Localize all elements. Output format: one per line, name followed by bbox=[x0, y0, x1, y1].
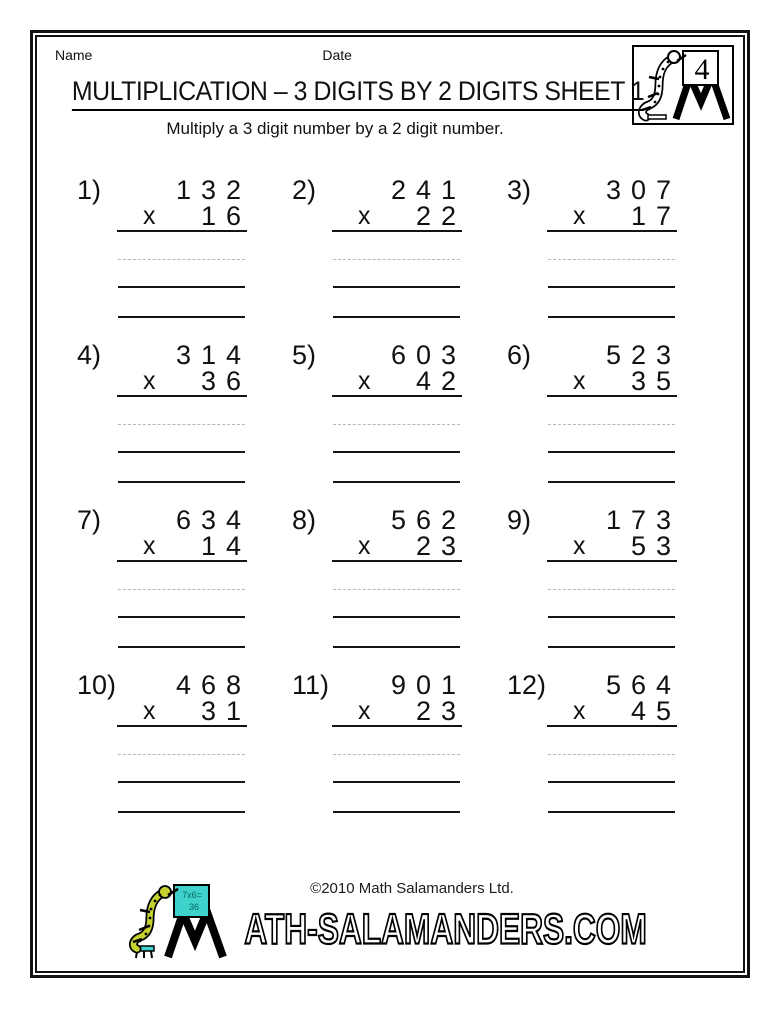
multiplicand: 132 bbox=[175, 175, 251, 205]
problem-work-area bbox=[117, 340, 251, 483]
brand-wordmark: ATH-SALAMANDERS.COM bbox=[244, 905, 648, 953]
problem-number: 10) bbox=[77, 670, 117, 700]
problem-work-area bbox=[332, 340, 466, 483]
carry-guide-line bbox=[118, 259, 245, 260]
carry-guide-line bbox=[548, 259, 675, 260]
problem-cell bbox=[507, 670, 681, 817]
carry-guide-line bbox=[118, 424, 245, 425]
problem-work-area bbox=[332, 505, 466, 648]
multiplicand-row bbox=[117, 670, 251, 700]
multiplier-row bbox=[547, 696, 681, 727]
multiplier-row bbox=[332, 531, 466, 562]
multiply-sign: x bbox=[143, 697, 156, 725]
multiplier: 35 bbox=[630, 366, 681, 396]
multiplier-row bbox=[332, 366, 466, 397]
problem-work-area bbox=[332, 670, 466, 813]
multiplicand-row bbox=[547, 670, 681, 700]
carry-guide-line bbox=[118, 754, 245, 755]
multiplier: 23 bbox=[415, 531, 466, 561]
worksheet-page bbox=[30, 30, 750, 978]
problem-cell bbox=[77, 670, 251, 817]
answer-line-1 bbox=[333, 286, 460, 288]
problems-grid bbox=[77, 176, 743, 817]
multiplicand-row bbox=[332, 505, 466, 535]
multiplicand: 634 bbox=[175, 505, 251, 535]
footer-m-icon bbox=[168, 912, 223, 957]
problem-cell bbox=[507, 505, 681, 652]
carry-guide-line bbox=[548, 424, 675, 425]
answer-line-2 bbox=[333, 811, 460, 813]
multiply-sign: x bbox=[573, 367, 586, 395]
copyright-text: ©2010 Math Salamanders Ltd. bbox=[310, 880, 514, 897]
answer-line-1 bbox=[118, 616, 245, 618]
answer-line-1 bbox=[548, 286, 675, 288]
answer-line-2 bbox=[333, 646, 460, 648]
multiplier: 45 bbox=[630, 696, 681, 726]
problem-cell bbox=[77, 340, 251, 487]
problem-number: 11) bbox=[292, 670, 330, 700]
carry-guide-line bbox=[333, 589, 460, 590]
multiplicand: 307 bbox=[605, 175, 681, 205]
problem-work-area bbox=[117, 670, 251, 813]
multiply-sign: x bbox=[358, 697, 371, 725]
problem-cell bbox=[507, 340, 681, 487]
page-title: MULTIPLICATION – 3 DIGITS BY 2 DIGITS SHEET 1 bbox=[72, 76, 644, 111]
multiplicand-row bbox=[547, 175, 681, 205]
multiply-sign: x bbox=[573, 532, 586, 560]
problem-number: 1) bbox=[77, 175, 102, 205]
answer-line-1 bbox=[118, 451, 245, 453]
multiplier: 53 bbox=[630, 531, 681, 561]
multiplier-row bbox=[332, 696, 466, 727]
multiplicand: 901 bbox=[390, 670, 466, 700]
sign-equation-line2: 36 bbox=[189, 902, 200, 912]
multiplier: 14 bbox=[200, 531, 251, 561]
multiplier: 42 bbox=[415, 366, 466, 396]
problem-number: 4) bbox=[77, 340, 102, 370]
problem-cell bbox=[292, 175, 466, 322]
answer-line-1 bbox=[333, 616, 460, 618]
problem-number: 9) bbox=[507, 505, 532, 535]
problem-cell bbox=[292, 505, 466, 652]
multiplier: 36 bbox=[200, 366, 251, 396]
answer-line-2 bbox=[118, 481, 245, 483]
multiplier-row bbox=[117, 201, 251, 232]
problem-number: 6) bbox=[507, 340, 532, 370]
name-label: Name bbox=[55, 47, 93, 63]
problem-cell bbox=[77, 175, 251, 322]
answer-line-2 bbox=[118, 811, 245, 813]
problem-work-area bbox=[547, 670, 681, 813]
multiplier-row bbox=[117, 696, 251, 727]
problem-number: 3) bbox=[507, 175, 532, 205]
problem-work-area bbox=[547, 175, 681, 318]
multiplier-row bbox=[547, 201, 681, 232]
grade-logo-box bbox=[632, 45, 734, 125]
answer-line-2 bbox=[333, 316, 460, 318]
problem-number: 8) bbox=[292, 505, 317, 535]
sign-equation-line1: 7x6= bbox=[182, 890, 203, 900]
answer-line-1 bbox=[548, 781, 675, 783]
grade-logo-graphic bbox=[634, 47, 732, 123]
multiplicand: 564 bbox=[605, 670, 681, 700]
problem-work-area bbox=[332, 175, 466, 318]
multiplier: 16 bbox=[200, 201, 251, 231]
problem-work-area bbox=[547, 340, 681, 483]
multiplicand-row bbox=[332, 340, 466, 370]
multiplier: 23 bbox=[415, 696, 466, 726]
multiplier-row bbox=[547, 366, 681, 397]
answer-line-2 bbox=[548, 481, 675, 483]
multiplicand-row bbox=[332, 175, 466, 205]
multiplier-row bbox=[117, 366, 251, 397]
answer-line-2 bbox=[118, 316, 245, 318]
problem-cell bbox=[507, 175, 681, 322]
page-subtitle: Multiply a 3 digit number by a 2 digit number. bbox=[166, 119, 504, 138]
multiplier: 22 bbox=[415, 201, 466, 231]
answer-line-1 bbox=[118, 286, 245, 288]
answer-line-1 bbox=[548, 616, 675, 618]
problem-number: 2) bbox=[292, 175, 317, 205]
multiplier: 31 bbox=[200, 696, 251, 726]
problem-number: 7) bbox=[77, 505, 102, 535]
multiply-sign: x bbox=[143, 202, 156, 230]
carry-guide-line bbox=[333, 259, 460, 260]
multiply-sign: x bbox=[573, 697, 586, 725]
carry-guide-line bbox=[118, 589, 245, 590]
problem-work-area bbox=[117, 505, 251, 648]
multiplicand: 314 bbox=[175, 340, 251, 370]
multiplicand-row bbox=[547, 505, 681, 535]
answer-line-1 bbox=[333, 451, 460, 453]
multiplicand: 241 bbox=[390, 175, 466, 205]
multiplier-row bbox=[332, 201, 466, 232]
multiplier-row bbox=[117, 531, 251, 562]
date-label: Date bbox=[322, 47, 352, 63]
multiply-sign: x bbox=[143, 532, 156, 560]
problem-number: 5) bbox=[292, 340, 317, 370]
problem-number: 12) bbox=[507, 670, 547, 700]
multiplicand: 468 bbox=[175, 670, 251, 700]
multiplier-row bbox=[547, 531, 681, 562]
multiplicand-row bbox=[117, 505, 251, 535]
answer-line-1 bbox=[548, 451, 675, 453]
multiplier: 17 bbox=[630, 201, 681, 231]
multiplicand-row bbox=[117, 340, 251, 370]
multiplicand-row bbox=[332, 670, 466, 700]
answer-line-2 bbox=[548, 316, 675, 318]
problem-work-area bbox=[547, 505, 681, 648]
multiply-sign: x bbox=[358, 202, 371, 230]
carry-guide-line bbox=[333, 424, 460, 425]
multiplicand: 603 bbox=[390, 340, 466, 370]
multiplicand-row bbox=[117, 175, 251, 205]
problem-cell bbox=[292, 340, 466, 487]
multiply-sign: x bbox=[358, 532, 371, 560]
multiply-sign: x bbox=[573, 202, 586, 230]
multiplicand: 173 bbox=[605, 505, 681, 535]
answer-line-2 bbox=[548, 646, 675, 648]
answer-line-1 bbox=[333, 781, 460, 783]
carry-guide-line bbox=[548, 754, 675, 755]
multiplicand: 523 bbox=[605, 340, 681, 370]
answer-line-1 bbox=[118, 781, 245, 783]
problem-cell bbox=[292, 670, 466, 817]
answer-line-2 bbox=[548, 811, 675, 813]
carry-guide-line bbox=[333, 754, 460, 755]
multiplicand-row bbox=[547, 340, 681, 370]
problem-cell bbox=[77, 505, 251, 652]
multiply-sign: x bbox=[358, 367, 371, 395]
answer-line-2 bbox=[118, 646, 245, 648]
worksheet-inner-border bbox=[35, 35, 745, 973]
carry-guide-line bbox=[548, 589, 675, 590]
logo-number-text: 4 bbox=[694, 53, 710, 86]
footer bbox=[37, 880, 743, 959]
multiplicand: 562 bbox=[390, 505, 466, 535]
title-wrap bbox=[47, 76, 645, 111]
problem-work-area bbox=[117, 175, 251, 318]
answer-line-2 bbox=[333, 481, 460, 483]
multiply-sign: x bbox=[143, 367, 156, 395]
